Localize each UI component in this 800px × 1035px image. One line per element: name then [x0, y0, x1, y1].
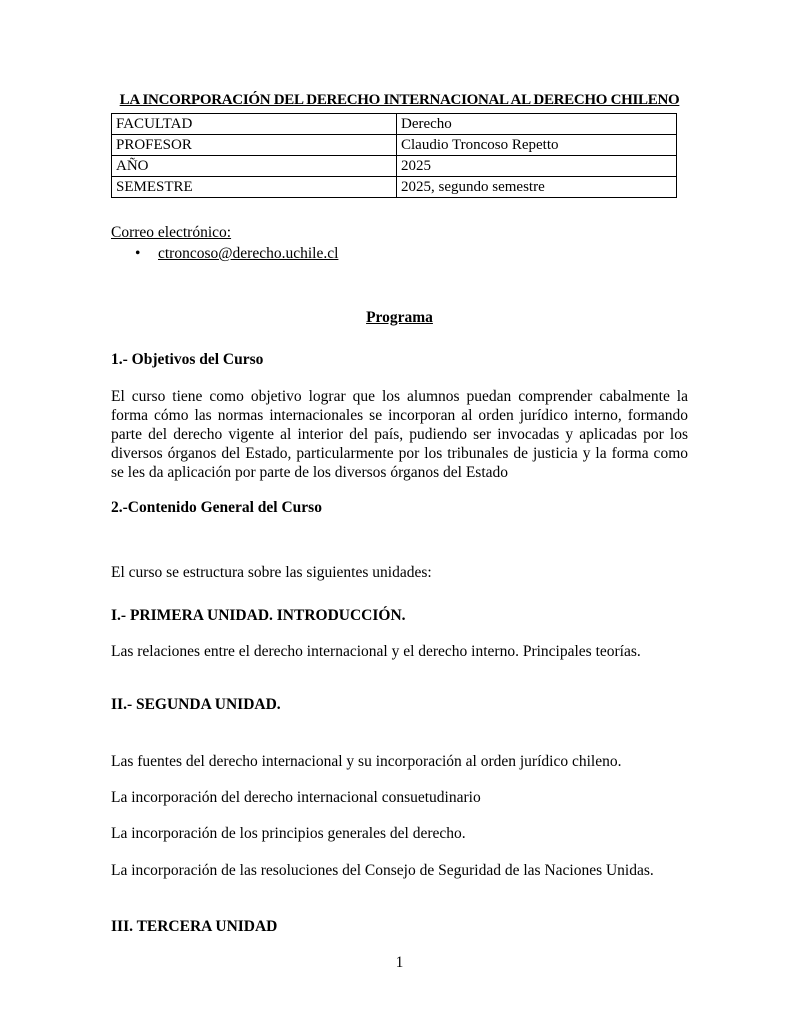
row-value: Derecho: [397, 114, 677, 135]
row-label: AÑO: [112, 156, 397, 177]
unit2-item: La incorporación del derecho internacional consuetudinario: [111, 789, 481, 806]
email-label: Correo electrónico:: [111, 224, 232, 241]
row-value: 2025: [397, 156, 677, 177]
unit3-heading: III. TERCERA UNIDAD: [111, 918, 278, 935]
course-info-table: [111, 113, 677, 198]
table-row: [112, 156, 677, 177]
bullet-icon: •: [135, 245, 141, 262]
program-heading: Programa: [366, 309, 433, 326]
row-value: Claudio Troncoso Repetto: [397, 135, 677, 156]
unit2-item: Las fuentes del derecho internacional y su incorporación al orden jurídico chileno.: [111, 753, 622, 770]
page-number: 1: [395, 954, 404, 971]
unit2-heading: II.- SEGUNDA UNIDAD.: [111, 696, 281, 713]
document-title: LA INCORPORACIÓN DEL DERECHO INTERNACIONAL AL DERECHO CHILENO: [119, 92, 680, 108]
unit1-text: Las relaciones entre el derecho internacional y el derecho interno. Principales teorías.: [111, 643, 641, 660]
row-value: 2025, segundo semestre: [397, 177, 677, 198]
email-link[interactable]: ctroncoso@derecho.uchile.cl: [158, 245, 339, 262]
section1-heading: 1.- Objetivos del Curso: [111, 351, 264, 368]
row-label: SEMESTRE: [112, 177, 397, 198]
row-label: PROFESOR: [112, 135, 397, 156]
unit2-item: La incorporación de los principios generales del derecho.: [111, 825, 466, 842]
table-row: [112, 114, 677, 135]
table-row: [112, 177, 677, 198]
table-row: [112, 135, 677, 156]
section1-text: El curso tiene como objetivo lograr que los alumnos puedan comprender cabalmente la forma cómo las normas internacionales se incorporan al orden jurídico interno, formando parte del derecho vigente al interior del país, pudiendo ser invocadas y aplicadas por los diversos órganos del Estado, particularmente por los tribunales de justicia y la forma como se les da aplicación por parte de los diversos órganos del Estado: [111, 388, 688, 481]
section2-text: El curso se estructura sobre las siguientes unidades:: [111, 564, 432, 581]
row-label: FACULTAD: [112, 114, 397, 135]
unit2-item: La incorporación de las resoluciones del Consejo de Seguridad de las Naciones Unidas.: [111, 862, 654, 879]
unit1-heading: I.- PRIMERA UNIDAD. INTRODUCCIÓN.: [111, 607, 406, 624]
section2-heading: 2.-Contenido General del Curso: [111, 499, 322, 516]
